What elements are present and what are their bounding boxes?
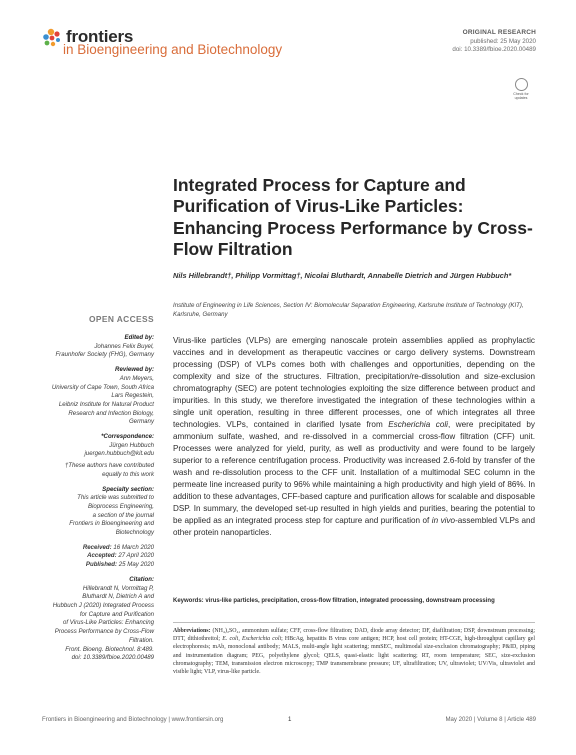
reviewer-line: Ann Meyers, [119,374,154,382]
check-for-updates-label: Check for updates [513,92,529,101]
footer-volume: May 2020 | Volume 8 | Article 489 [445,716,536,723]
divider [173,622,535,623]
citation-line: Bluthardt N, Dietrich A and [82,593,154,601]
reviewer-line: Research and Infection Biology, [68,409,154,417]
abbreviations [173,627,535,676]
open-access-label: OPEN ACCESS [88,314,154,324]
abstract-invivo: in vivo [431,516,456,525]
citation-line: for Capture and Purification [79,610,154,618]
citation-line: Hubbuch J (2020) Integrated Process [52,601,154,609]
footer-journal-link[interactable]: Frontiers in Bioengineering and Biotechnology | www.frontiersin.org [42,716,224,723]
article-sidebar [24,334,154,663]
specialty-section-label: Specialty section: [102,485,154,493]
equal-contribution-note: †These authors have contributed [64,462,154,470]
abbreviations-ecoli-full: Escherichia coli [241,636,282,643]
affiliation: Institute of Engineering in Life Sciences, Section IV: Biomolecular Separation Engineering, Karlsruhe Institute of Technology (KIT), Karlsruhe, Germany [173,302,524,318]
keywords-text: virus-like particles, precipitation, cross-flow filtration, integrated processing, downstream processing [205,598,495,604]
abbreviations-text: , [238,636,242,643]
received-label: Received: [82,543,112,551]
abbreviations-ecoli: E. coli [222,636,239,643]
citation-line: Process Performance by Cross-Flow [54,628,154,636]
article-meta [452,29,536,55]
keywords [173,597,535,606]
citation-label: Citation: [129,575,154,583]
check-for-updates-button[interactable] [509,78,533,104]
abbreviations-text: ; HBcAg, hepatitis B virus core antigen; HCP, host cell protein; HT-CGE, high-throughput capillary gel electrophoresis; mAb, monoclonal antibody; MALS, multi-angle light scattering; mmSEC, multimodal size-exclusion chromatography; P&ID, piping and instrumentation diagram; PEG, polyethylene glycol; QELS, quasi-elastic light scattering; RT, room temperature; SEC, size-exclusion chromatography; TEM, transmission electron microscopy; TMP transmembrane pressure; UF, ultrafiltration; UV, ultraviolet; UV/Vis, ultraviolet and visible light; VLP, virus-like particle. [173,636,535,676]
equal-contribution-note: equally to this work [102,470,154,478]
check-for-updates-icon [515,78,528,91]
abstract [173,335,535,539]
published-value: 25 May 2020 [118,561,154,569]
reviewer-line: Leibniz Institute for Natural Product [58,400,154,408]
reviewer-line: Germany [128,418,154,426]
specialty-line: Biotechnology [115,529,154,537]
citation-doi[interactable]: doi: 10.3389/fbioe.2020.00489 [71,654,154,662]
citation-line: Front. Bioeng. Biotechnol. 8:489. [65,645,154,653]
accepted-label: Accepted: [87,552,117,560]
frontiers-logo-mark-icon [42,28,64,50]
keywords-label: Keywords: [173,598,204,604]
accepted-date [24,552,154,561]
correspondence-email[interactable]: juergen.hubbuch@kit.edu [84,450,154,458]
published-date: published: 25 May 2020 [470,37,536,45]
brand-name: frontiers [66,27,134,46]
citation-line: Hillebrandt N, Vormittag P, [82,584,154,592]
specialty-line: This article was submitted to [77,494,154,502]
editor-line: Fraunhofer Society (FHG), Germany [55,351,154,359]
correspondence-label: *Correspondence: [101,433,154,441]
reviewed-by-label: Reviewed by: [115,366,154,374]
journal-name: in Bioengineering and Biotechnology [63,42,283,57]
correspondence-name: Jürgen Hubbuch [109,441,154,449]
abstract-organism: Escherichia coli [388,420,448,429]
article-type: ORIGINAL RESEARCH [462,29,536,36]
abstract-text: -assembled VLPs and other protein nanoparticles. [173,516,535,537]
article-title: Integrated Process for Capture and Purification of Virus-Like Particles: Enhancing Process Performance by Cross-Flow Filtration [173,175,533,259]
received-date [24,544,154,553]
specialty-line: Frontiers in Bioengineering and [69,520,154,528]
citation-line: of Virus-Like Particles: Enhancing [62,619,154,627]
author-list: Nils Hillebrandt†, Philipp Vormittag†, Nicolai Bluthardt, Annabelle Dietrich and Jürgen Hubbuch* [173,271,512,280]
page-number: 1 [288,716,292,723]
accepted-value: 27 April 2020 [118,552,154,560]
reviewer-line: Lars Regestein, [111,392,154,400]
abbreviations-label: Abbreviations: [173,628,211,634]
received-value: 16 March 2020 [113,543,154,551]
specialty-line: a section of the journal [92,511,154,519]
specialty-line: Bioprocess Engineering, [87,502,154,510]
citation-line: Filtration. [128,636,154,644]
published-label: Published: [85,561,118,569]
abbreviations-text: (NH₄)₂SO₄, ammonium sulfate; CFF, cross-flow filtration; DAD, diode array detector; DF, diafiltration; DSP, downstream processing; DTT, dithiothreitol; [173,628,535,643]
edited-by-label: Edited by: [124,334,154,341]
abstract-text: Virus-like particles (VLPs) are emerging nanoscale protein assemblies applied as prophylactic vaccines and in development as therapeutic vaccines or cargo delivery systems. Downstream processing (DSP) of VLPs comes both with challenges and opportunities, depending on the complexity and size of the structures. Filtration, precipitation/re-dissolution and size-exclusion chromatography (SEC) are potent technologies exploiting the size difference between product and impurities. In this study, we therefore investigated the integration of these technologies within a single unit operation, resulting in three different processes, one of which integrates all three technologies. VLPs, contained in clarified lysate from [173,336,535,429]
abstract-text: , were precipitated by ammonium sulfate, washed, and re-dissolved in a commercial cross-flow filtration (CFF) unit. Processes were analyzed for yield, purity, as well as productivity and were found to be largely superior to a reference centrifugation process. Productivity was increased 2.6-fold by transfer of the wash and re-dissolution process to the CFF unit. Installation of a multimodal SEC column in the permeate line increased purity to 96% while maintaining a high productivity and high yield of 86%. In addition to these advantages, CFF-based capture and purification allows for scalable and disposable DSP. In summary, the developed set-up resulted in high yields and purities, bearing the potential to be applied as an integrated process step for capture and purification of [173,420,535,525]
article-doi[interactable]: doi: 10.3389/fbioe.2020.00489 [452,46,536,54]
editor-line: Johannes Felix Buyel, [94,342,154,350]
reviewer-line: University of Cape Town, South Africa [51,383,154,391]
published-date-sidebar [24,561,154,570]
